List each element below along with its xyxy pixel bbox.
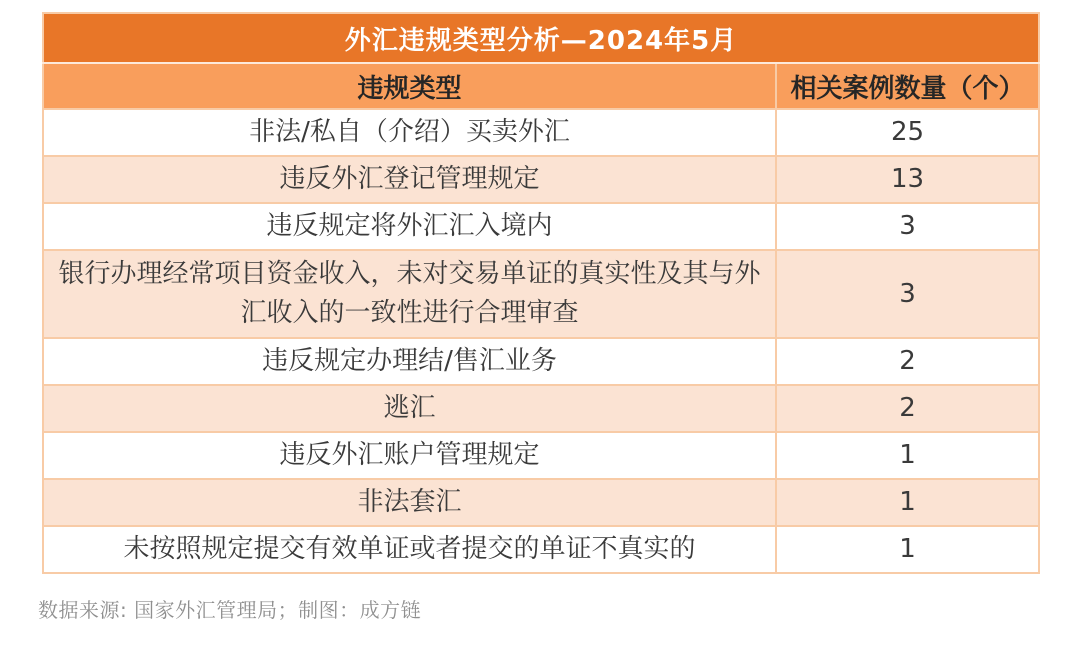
column-header-violation-type: 违规类型	[43, 63, 776, 109]
case-count-cell: 1	[776, 526, 1039, 573]
table-row	[43, 338, 1039, 385]
violation-type-cell: 违反外汇账户管理规定	[43, 432, 776, 479]
header-row	[43, 63, 1039, 109]
column-header-case-count: 相关案例数量（个）	[776, 63, 1039, 109]
case-count-cell: 2	[776, 338, 1039, 385]
table-title: 外汇违规类型分析—2024年5月	[43, 13, 1039, 63]
source-note: 数据来源: 国家外汇管理局；制图：成方链	[38, 598, 422, 622]
violation-type-cell: 违反规定将外汇汇入境内	[43, 203, 776, 250]
case-count-cell: 3	[776, 250, 1039, 338]
case-count-cell: 2	[776, 385, 1039, 432]
violation-type-cell: 违反外汇登记管理规定	[43, 156, 776, 203]
violation-type-cell: 非法/私自（介绍）买卖外汇	[43, 109, 776, 156]
table-row	[43, 156, 1039, 203]
table-head	[43, 13, 1039, 109]
table-row	[43, 479, 1039, 526]
violation-table	[42, 12, 1040, 574]
violation-type-cell: 逃汇	[43, 385, 776, 432]
violation-type-cell: 银行办理经常项目资金收入，未对交易单证的真实性及其与外汇收入的一致性进行合理审查	[43, 250, 776, 338]
table-row	[43, 250, 1039, 338]
case-count-cell: 13	[776, 156, 1039, 203]
table-row	[43, 385, 1039, 432]
table-row	[43, 109, 1039, 156]
case-count-cell: 1	[776, 432, 1039, 479]
case-count-cell: 3	[776, 203, 1039, 250]
violation-type-cell: 非法套汇	[43, 479, 776, 526]
case-count-cell: 25	[776, 109, 1039, 156]
violation-type-cell: 未按照规定提交有效单证或者提交的单证不真实的	[43, 526, 776, 573]
title-row	[43, 13, 1039, 63]
violation-type-cell: 违反规定办理结/售汇业务	[43, 338, 776, 385]
table-row	[43, 432, 1039, 479]
table-row	[43, 526, 1039, 573]
case-count-cell: 1	[776, 479, 1039, 526]
table-row	[43, 203, 1039, 250]
table-body	[43, 109, 1039, 573]
